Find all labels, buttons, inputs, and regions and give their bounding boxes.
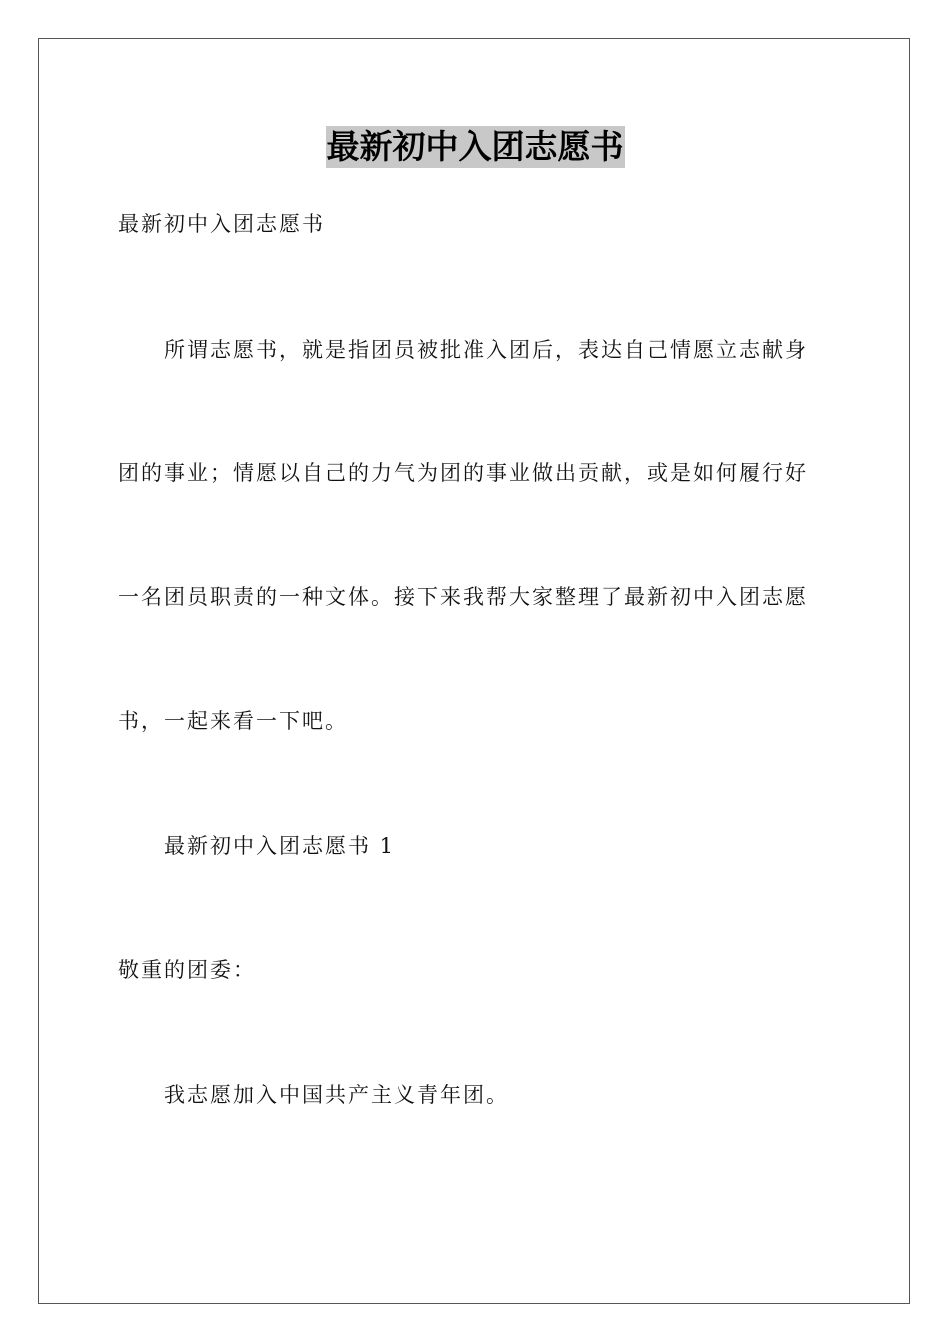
document-title: 最新初中入团志愿书 (326, 127, 624, 166)
document-subtitle: 最新初中入团志愿书 (118, 212, 325, 236)
section-heading: 最新初中入团志愿书 1 (164, 834, 396, 858)
intro-line-2: 团的事业；情愿以自己的力气为团的事业做出贡献，或是如何履行好 (118, 461, 808, 485)
title-container (0, 126, 950, 168)
intro-line-3: 一名团员职责的一种文体。接下来我帮大家整理了最新初中入团志愿 (118, 585, 808, 609)
body-paragraph-1: 我志愿加入中国共产主义青年团。 (164, 1083, 509, 1107)
salutation: 敬重的团委： (118, 958, 256, 982)
intro-line-4: 书，一起来看一下吧。 (118, 709, 348, 733)
intro-line-1: 所谓志愿书，就是指团员被批准入团后，表达自己情愿立志献身 (164, 338, 808, 362)
